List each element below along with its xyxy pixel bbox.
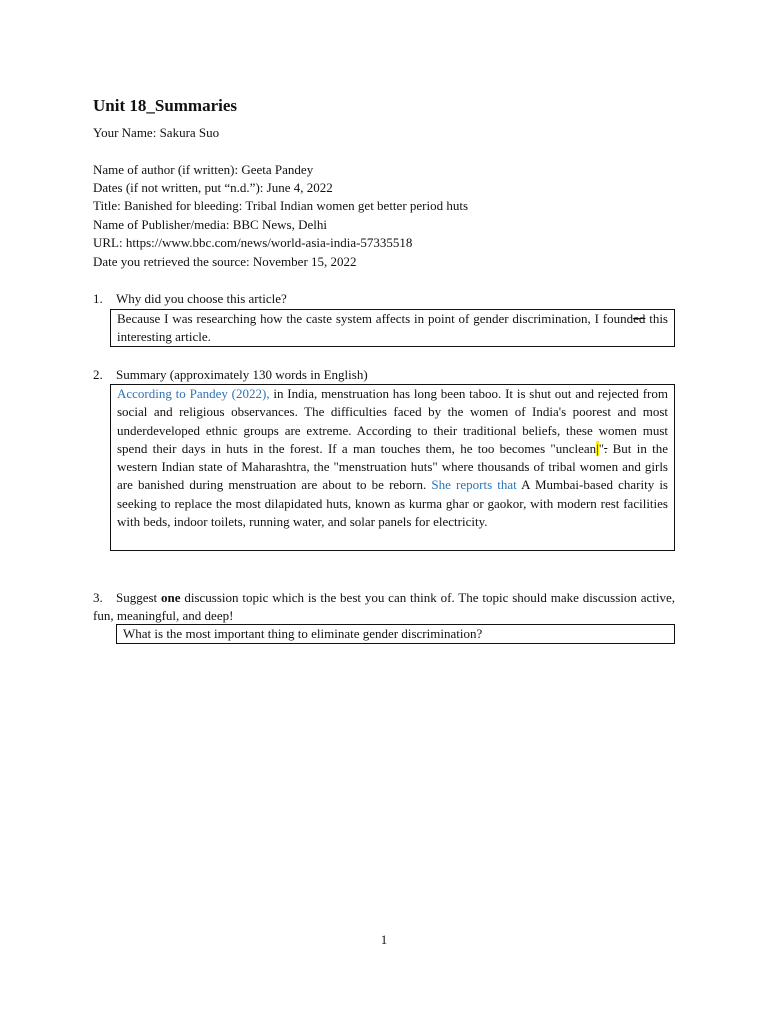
question-3-text-post: discussion topic which is the best you can think of. The topic should make discussion active, fun, meaningful, and deep! (93, 590, 675, 623)
title-line: Title: Banished for bleeding: Tribal Indian women get better period huts (93, 198, 469, 213)
deleted-period: . (604, 440, 608, 456)
retrieved-line: Date you retrieved the source: November 15, 2022 (93, 254, 357, 269)
summary-text-part-2: But in the western Indian state of Maharashtra, the "menstruation huts" where thousands of tribal women and girls are banished during menstruation are about to be reborn. (117, 440, 669, 493)
answer-1-box (110, 309, 675, 347)
date-line: Dates (if not written, put “n.d.”): June 4, 2022 (93, 180, 333, 195)
question-3 (93, 589, 675, 625)
answer-1-text: Because I was researching how the caste system affects in point of gender discrimination, I found (117, 311, 634, 326)
summary-quote-close: " (598, 440, 605, 456)
summary-text-part-1: in India, menstruation has long been taboo. It is shut out and rejected from social and religious observances. The difficulties faced by the women of India's poorest and most underdeveloped ethnic groups are extreme. According to their traditional beliefs, these women must spend their days in huts in the forest. If a man touches them, he too becomes "unclean (117, 386, 668, 456)
publisher-line: Name of Publisher/media: BBC News, Delhi (93, 217, 327, 232)
highlight-mark: | (596, 440, 599, 456)
question-2-number: 2. (93, 367, 103, 382)
reporting-phrase: She reports that (431, 477, 517, 493)
url-line: URL: https://www.bbc.com/news/world-asia-india-57335518 (93, 235, 413, 250)
question-3-emphasis: one (161, 590, 181, 605)
question-1-number: 1. (93, 291, 103, 306)
question-3-text-pre: Suggest (116, 590, 162, 605)
question-1 (93, 290, 287, 308)
author-line: Name of author (if written): Geeta Pandey (93, 162, 314, 177)
answer-1-deleted-text: ed (633, 311, 646, 326)
question-3-number: 3. (93, 590, 103, 605)
question-2-text: Summary (approximately 130 words in English) (116, 367, 368, 382)
answer-1-text-end: this interesting article. (117, 311, 668, 345)
answer-3-text: What is the most important thing to eliminate gender discrimination? (123, 626, 483, 641)
summary-box (110, 384, 675, 551)
question-2 (93, 366, 368, 384)
page-number: 1 (380, 932, 388, 947)
page-title: Unit 18_Summaries (93, 96, 238, 115)
summary-text-part-3: A Mumbai-based charity is seeking to replace the most dilapidated huts, known as kurma ghar or gaokor, with modern rest facilities with beds, indoor toilets, running water, and solar panels for electricity. (117, 477, 668, 530)
answer-3-box (116, 624, 675, 644)
student-name: Your Name: Sakura Suo (93, 125, 220, 140)
question-1-text: Why did you choose this article? (116, 291, 287, 306)
citation-lead: According to Pandey (2022), (117, 386, 270, 401)
